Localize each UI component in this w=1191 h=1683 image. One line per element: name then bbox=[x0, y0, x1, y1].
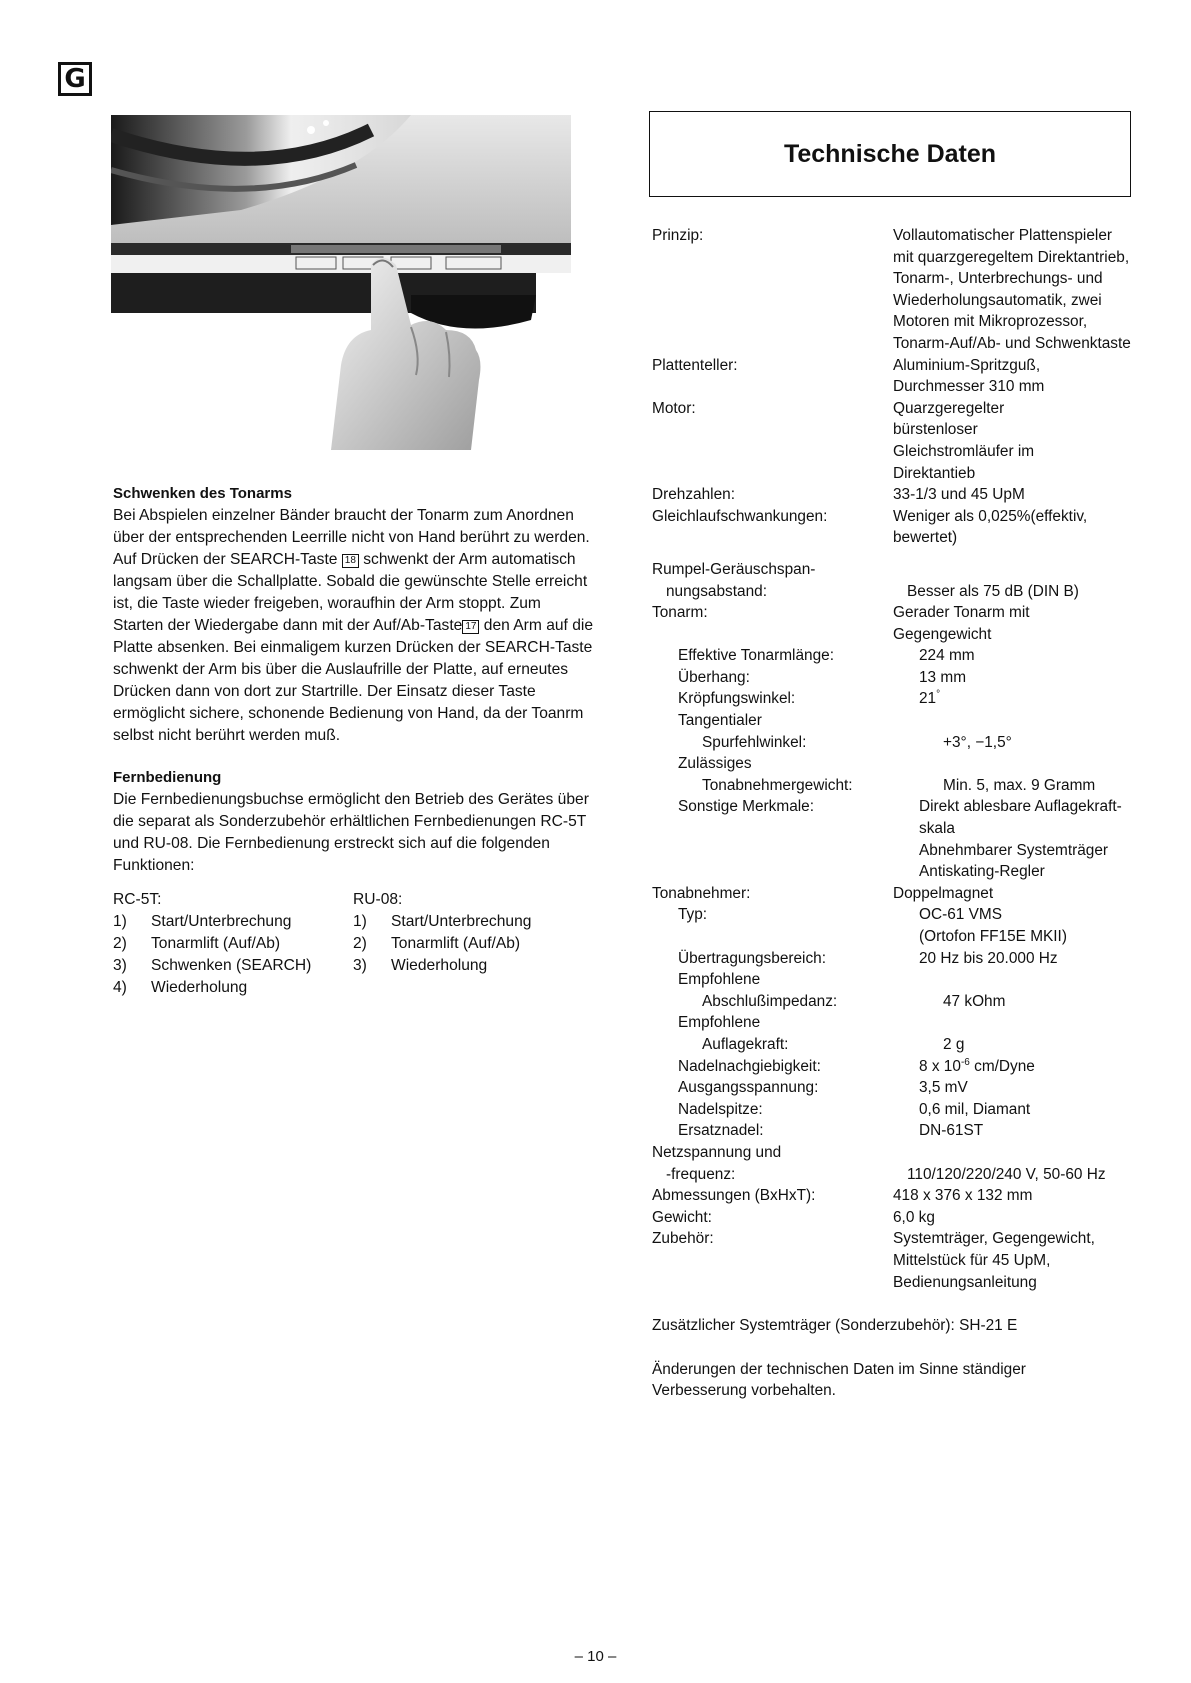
turntable-photo bbox=[111, 115, 571, 450]
language-badge: G bbox=[58, 62, 92, 96]
list-item: 4) Wiederholung bbox=[113, 979, 248, 996]
spec-row-sonstige: Sonstige Merkmale: Direkt ablesbare Auflagekraft- skala Abnehmbarer Systemträger Antiskating-Regler bbox=[678, 798, 1122, 881]
button-ref-17: 17 bbox=[462, 620, 479, 634]
spec-row-auflage-label: Empfohlene bbox=[678, 1014, 761, 1032]
spec-row-netz-label: Netzspannung und bbox=[652, 1143, 782, 1161]
spec-row-motor: Motor: Quarzgeregelter bürstenloser Gleichstromläufer im Direktantieb bbox=[652, 399, 1035, 482]
section-body-remote: Die Fernbedienungsbuchse ermöglicht den Betrieb des Gerätes über die separat als Sonderzubehör erhältlichen Fernbedienungen RC-5T und RU-08. Die Fernbedienung erstreckt sich auf die folgenden Funktionen: bbox=[113, 791, 589, 874]
spec-row-ersatznadel: Ersatznadel: DN-61ST bbox=[678, 1122, 984, 1140]
spec-row-typ: Typ: OC-61 VMS (Ortofon FF15E MKII) bbox=[678, 906, 1067, 945]
list-item: 2) Tonarmlift (Auf/Ab) bbox=[353, 935, 521, 952]
list-item: 1) Start/Unterbrechung bbox=[353, 913, 532, 930]
spec-row-tonarm: Tonarm: Gerader Tonarm mit Gegengewicht bbox=[652, 604, 1030, 643]
spec-row-drehzahlen: Drehzahlen: 33-1/3 und 45 UpM bbox=[652, 486, 1025, 504]
remote-ru08 bbox=[353, 889, 593, 999]
spec-row-gleichlauf: Gleichlaufschwankungen: Weniger als 0,025%(effektiv, bewertet) bbox=[652, 507, 1088, 547]
spec-row-kroepfung: Kröpfungswinkel: 21° bbox=[678, 689, 941, 708]
spec-row-zulaessig-label: Zulässiges bbox=[678, 755, 752, 773]
turntable-photo-illustration bbox=[111, 115, 571, 450]
left-column bbox=[113, 483, 593, 999]
section-heading-remote: Fernbedienung bbox=[113, 769, 222, 786]
list-item: 3) Schwenken (SEARCH) bbox=[113, 957, 312, 974]
remote-rc5t bbox=[113, 889, 353, 999]
change-notice: Änderungen der technischen Daten im Sinne ständiger Verbesserung vorbehalten. bbox=[652, 1360, 1026, 1400]
spec-row-tonabnehmer: Tonabnehmer: Doppelmagnet bbox=[652, 884, 994, 902]
list-item: 1) Start/Unterbrechung bbox=[113, 913, 292, 930]
spec-row-abmessungen: Abmessungen (BxHxT): 418 x 376 x 132 mm bbox=[652, 1187, 1033, 1205]
spec-row-plattenteller: Plattenteller: Aluminium-Spritzguß, Durchmesser 310 mm bbox=[652, 356, 1045, 396]
accessory-note: Zusätzlicher Systemträger (Sonderzubehör): SH-21 E bbox=[652, 1317, 1018, 1335]
spec-row-ausgangsspannung: Ausgangsspannung: 3,5 mV bbox=[678, 1079, 968, 1097]
spec-row-effektive-laenge: Effektive Tonarmlänge: 224 mm bbox=[678, 647, 975, 665]
spec-row-abschlussimpedanz: Abschlußimpedanz: 47 kOhm bbox=[702, 992, 1006, 1010]
spec-row-auflagekraft: Auflagekraft: 2 g bbox=[702, 1035, 965, 1053]
remote-name: RC-5T: bbox=[113, 891, 162, 908]
spec-row-nadelnachgiebigkeit: Nadelnachgiebigkeit: 8 x $10^{-6}$ cm/Dyne bbox=[678, 1056, 1035, 1075]
section-heading-tonearm: Schwenken des Tonarms bbox=[113, 485, 292, 502]
spec-row-zubehoer: Zubehör: Systemträger, Gegengewicht, Mittelstück für 45 UpM, Bedienungsanleitung bbox=[652, 1230, 1095, 1291]
spec-row-rumpel: nungsabstand: Besser als 75 dB (DIN B) bbox=[666, 582, 1079, 600]
section-body-tonearm: Bei Abspielen einzelner Bänder braucht der Tonarm zum Anordnen über der entsprechenden Leerrille nicht von Hand berührt zu werden. Auf Drücken der SEARCH-Taste 18 schwenkt der Arm automatisch langsam über die Schallplatte. Sobald die gewünschte Stelle erreicht ist, die Taste wieder freigeben, woraufhin der Arm stoppt. Zum Starten der Wiedergabe dann mit der Auf/Ab-Taste 17 den Arm auf die Platte absenken. Bei einmaligem kurzen Drücken der SEARCH-Taste schwenkt der Arm bis über die Auslaufrille der Platte, auf erneutes Drücken dann von dort zur Startrille. Der Einsatz dieser Taste ermöglicht sichere, schonende Bedienung von Hand, da der Toanrm selbst nicht berührt werden muß. bbox=[113, 507, 594, 744]
spec-row-gewicht: Gewicht: 6,0 kg bbox=[652, 1208, 935, 1226]
remote-functions bbox=[113, 889, 593, 999]
remote-name: RU-08: bbox=[353, 891, 403, 908]
spec-row-uebertragung: Übertragungsbereich: 20 Hz bis 20.000 Hz bbox=[678, 949, 1058, 967]
spec-row-ueberhang: Überhang: 13 mm bbox=[678, 668, 967, 686]
spec-row-tangential-label: Tangentialer bbox=[678, 712, 762, 730]
spec-row-rumpel-label: Rumpel-Geräuschspan- bbox=[652, 560, 816, 578]
spec-row-abschluss-label: Empfohlene bbox=[678, 971, 761, 989]
spec-row-netzspannung: -frequenz: 110/120/220/240 V, 50-60 Hz bbox=[666, 1165, 1106, 1183]
spec-row-nadelspitze: Nadelspitze: 0,6 mil, Diamant bbox=[678, 1100, 1031, 1118]
spec-list bbox=[652, 225, 1182, 1402]
button-ref-18: 18 bbox=[342, 554, 359, 568]
spec-row-spurfehlwinkel: Spurfehlwinkel: +3°, −1,5° bbox=[702, 733, 1012, 751]
spec-row-prinzip: Prinzip: Vollautomatischer Plattenspieler mit quarzgeregeltem Direktantrieb, Tonarm-, Unterbrechungs- und Wiederholungsautomatik, zwei Motoren mit Mikroprozessor, Tonarm-Auf/Ab- und Schwenktaste bbox=[652, 227, 1131, 352]
page-title: Technische Daten bbox=[783, 139, 997, 168]
title-box bbox=[649, 111, 1131, 197]
list-item: 2) Tonarmlift (Auf/Ab) bbox=[113, 935, 281, 952]
list-item: 3) Wiederholung bbox=[353, 957, 488, 974]
page-number: – 10 – bbox=[574, 1648, 617, 1665]
spec-row-tonabnehmergewicht: Tonabnehmergewicht: Min. 5, max. 9 Gramm bbox=[702, 776, 1096, 794]
